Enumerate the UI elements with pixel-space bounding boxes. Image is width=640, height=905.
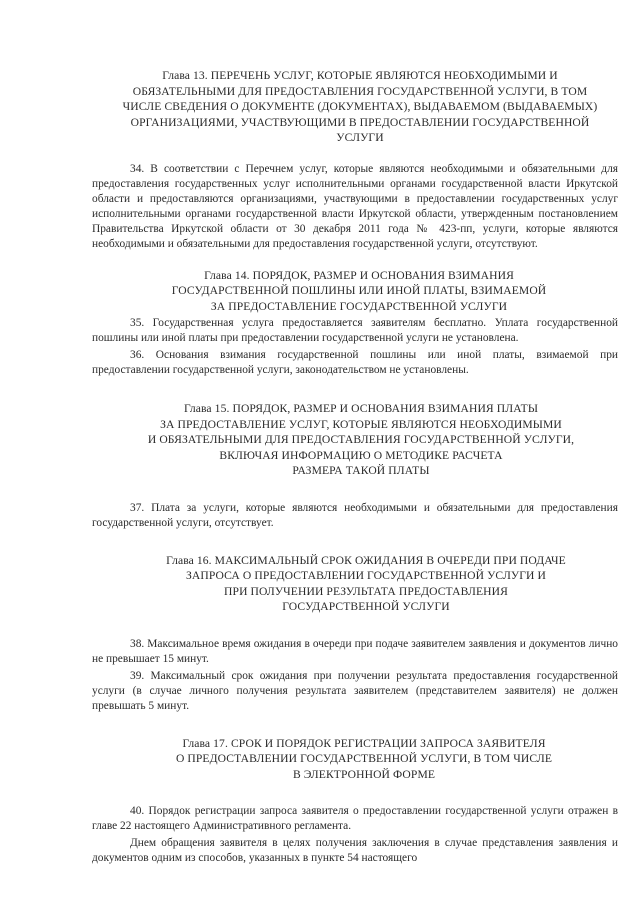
heading-line: ЗА ПРЕДОСТАВЛЕНИЕ УСЛУГ, КОТОРЫЕ ЯВЛЯЮТСЯ НЕОБХОДИМЫМИ xyxy=(160,417,562,431)
heading-line: О ПРЕДОСТАВЛЕНИИ ГОСУДАРСТВЕННОЙ УСЛУГИ, В ТОМ ЧИСЛЕ xyxy=(175,752,553,765)
paragraph-39: 39. Максимальный срок ожидания при получении результата предоставления государственной услуги (в случае личного получения результата заявителем (представителем заявителя) не должен превышать 5 минут. xyxy=(92,669,618,712)
heading-line: РАЗМЕРА ТАКОЙ ПЛАТЫ xyxy=(292,464,430,477)
paragraph-36: 36. Основания взимания государственной пошлины или иной платы, взимаемой при предоставлении государственной услуги, законодательством не установлены. xyxy=(92,349,618,376)
chapter-15-heading xyxy=(92,401,618,479)
paragraph-40: 40. Порядок регистрации запроса заявителя о предоставлении государственной услуги отражен в главе 22 настоящего Административного регламента. xyxy=(92,805,618,832)
heading-line: В ЭЛЕКТРОННОЙ ФОРМЕ xyxy=(292,767,436,781)
paragraph-37: 37. Плата за услуги, которые являются необходимыми и обязательными для предоставления государственной услуги, отсутствует. xyxy=(92,501,618,529)
heading-line: Глава 17. СРОК И ПОРЯДОК РЕГИСТРАЦИИ ЗАПРОСА ЗАЯВИТЕЛЯ xyxy=(182,736,546,750)
paragraph-34: 34. В соответствии с Перечнем услуг, которые являются необходимыми и обязательными для предоставления государственных услуг исполнительными органами государственной власти Иркутской области и предоставляются организациями, участвующими в предоставлении государственных услуг исполнительными органами государственной власти Иркутской области, утвержденным постановлением Правительства Иркутской области от 30 декабря 2011 года № 423-пп, услуги, которые являются необходимыми и обязательными для предоставления государственной услуги, отсутствуют. xyxy=(92,162,618,250)
heading-line: И ОБЯЗАТЕЛЬНЫМИ ДЛЯ ПРЕДОСТАВЛЕНИЯ ГОСУДАРСТВЕННОЙ УСЛУГИ, xyxy=(147,433,575,446)
chapter-14-heading xyxy=(92,268,618,315)
heading-line: ПРИ ПОЛУЧЕНИИ РЕЗУЛЬТАТА ПРЕДОСТАВЛЕНИЯ xyxy=(224,584,508,598)
heading-line: Глава 13. ПЕРЕЧЕНЬ УСЛУГ, КОТОРЫЕ ЯВЛЯЮТСЯ НЕОБХОДИМЫМИ И xyxy=(162,69,558,82)
chapter-17-heading xyxy=(92,736,618,783)
heading-line: ГОСУДАРСТВЕННОЙ УСЛУГИ xyxy=(282,600,450,613)
heading-line: ГОСУДАРСТВЕННОЙ ПОШЛИНЫ ИЛИ ИНОЙ ПЛАТЫ, ВЗИМАЕМОЙ xyxy=(171,284,547,297)
paragraph-35: 35. Государственная услуга предоставляется заявителям бесплатно. Уплата государственной пошлины или иной платы при предоставлении государственной услуги не установлена. xyxy=(92,317,618,344)
heading-line: ОРГАНИЗАЦИЯМИ, УЧАСТВУЮЩИМИ В ПРЕДОСТАВЛЕНИИ ГОСУДАРСТВЕННОЙ xyxy=(130,115,590,129)
heading-line: ЗА ПРЕДОСТАВЛЕНИЕ ГОСУДАРСТВЕННОЙ УСЛУГИ xyxy=(210,299,508,313)
chapter-16-heading xyxy=(92,553,618,615)
heading-line: Глава 16. МАКСИМАЛЬНЫЙ СРОК ОЖИДАНИЯ В ОЧЕРЕДИ ПРИ ПОДАЧЕ xyxy=(166,553,566,567)
heading-line: ОБЯЗАТЕЛЬНЫМИ ДЛЯ ПРЕДОСТАВЛЕНИЯ ГОСУДАРСТВЕННОЙ УСЛУГИ, В ТОМ xyxy=(132,84,588,98)
heading-line: Глава 15. ПОРЯДОК, РАЗМЕР И ОСНОВАНИЯ ВЗИМАНИЯ ПЛАТЫ xyxy=(183,402,539,415)
chapter-13-heading xyxy=(92,68,618,146)
heading-line: УСЛУГИ xyxy=(336,131,384,144)
paragraph-38: 38. Максимальное время ожидания в очереди при подаче заявителем заявления и документов лично не превышает 15 минут. xyxy=(92,637,618,665)
heading-line: ЗАПРОСА О ПРЕДОСТАВЛЕНИИ ГОСУДАРСТВЕННОЙ УСЛУГИ И xyxy=(186,569,546,582)
paragraph-40-continuation: Днем обращения заявителя в целях получения заключения в случае представления заявления и документов одним из способов, указанных в пункте 54 настоящего xyxy=(92,837,618,864)
heading-line: ВКЛЮЧАЯ ИНФОРМАЦИЮ О МЕТОДИКЕ РАСЧЕТА xyxy=(219,448,503,462)
heading-line: Глава 14. ПОРЯДОК, РАЗМЕР И ОСНОВАНИЯ ВЗИМАНИЯ xyxy=(204,268,514,282)
heading-line: ЧИСЛЕ СВЕДЕНИЯ О ДОКУМЕНТЕ (ДОКУМЕНТАХ), ВЫДАВАЕМОМ (ВЫДАВАЕМЫХ) xyxy=(122,100,598,113)
